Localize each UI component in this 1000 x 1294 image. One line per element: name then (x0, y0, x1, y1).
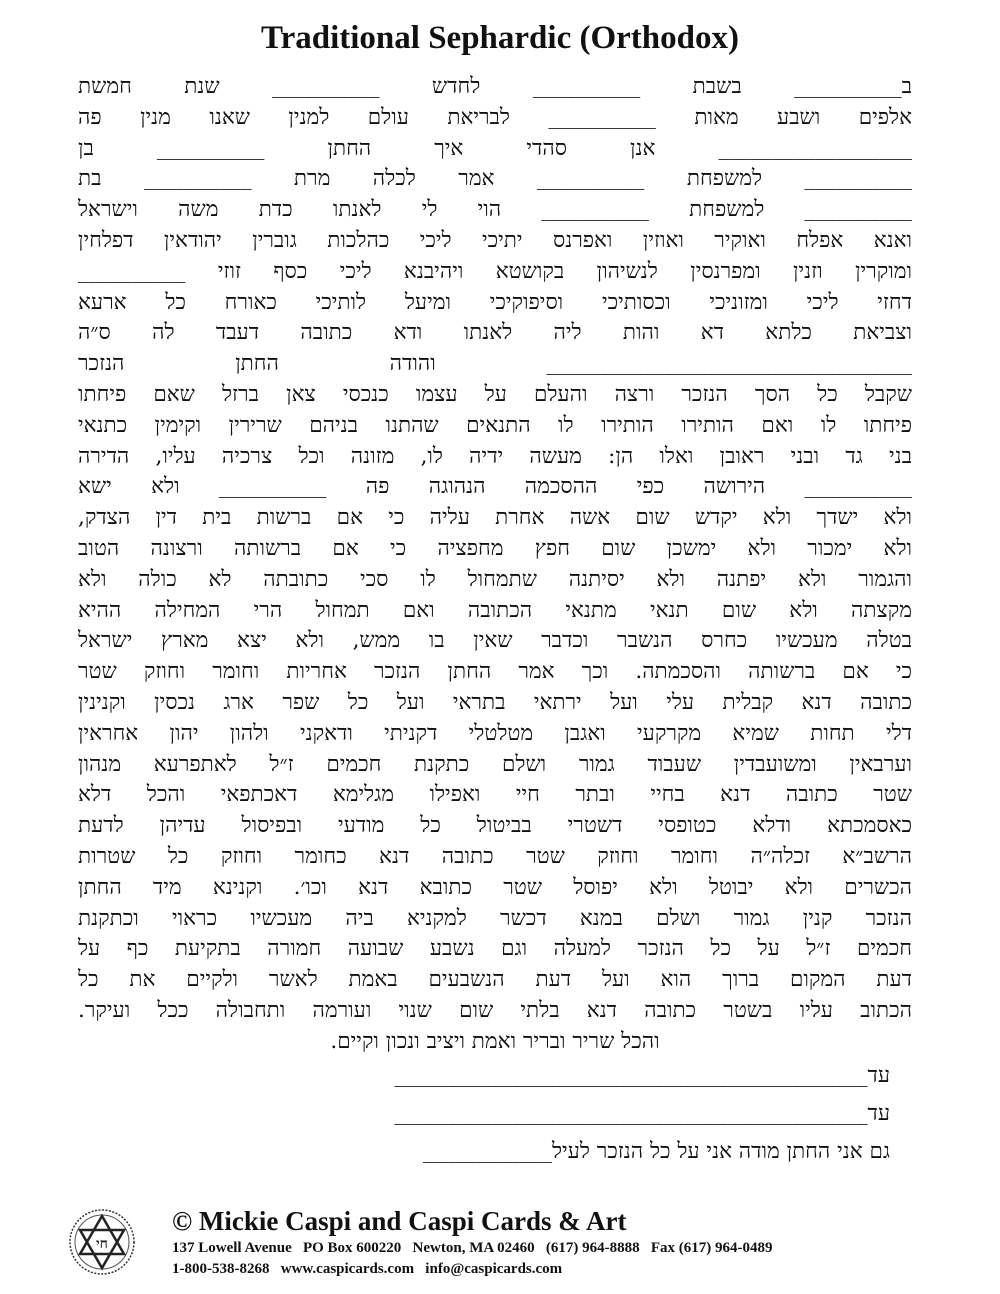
ketubah-line: וצביאת כלתא דא והות ליה לאנתו ודא כתובה דעבד לה ס״ה (78, 320, 912, 346)
ketubah-line: דלי תחות שמיא מקרקעי ואגבן מטלטלי דקניתי ודאקני ולהון יהון אחראין (78, 720, 912, 746)
ketubah-line: הכשרים ולא יבוטל ולא יפוסל שטר כתובא דנא וכו׳. וקנינא מיד החתן (78, 874, 912, 900)
ketubah-line: אלפים ושבע מאות __________ לבריאת עולם למנין שאנו מנין פה (78, 104, 912, 130)
address-line: 137 Lowell Avenue PO Box 600220 Newton, MA 02460 (617) 964-8888 Fax (617) 964-0489 (172, 1240, 773, 1256)
ketubah-line: ולא ימכור ולא ימשכן שום חפץ מחפציה כי אם ברשותה ורצונה הטוב (78, 535, 912, 561)
groom-signature-line[interactable]: גם אני החתן מודה אני על כל הנזכר לעיל____________ (422, 1139, 890, 1164)
ketubah-line: __________ למשפחת __________ הוי לי לאנתו כדת משה וישראל (78, 197, 912, 223)
ketubah-line: כתובה דנא קבלית עלי ועל ירתאי בתראי ועל כל שפר ארג נכסין וקנינין (78, 689, 912, 715)
copyright-notice: © Mickie Caspi and Caspi Cards & Art (172, 1206, 627, 1236)
ketubah-line: __________ למשפחת __________ אמר לכלה מרת __________ בת (78, 166, 912, 192)
ketubah-line: בני גד ובני ראובן ואלו הן: מעשה ידיה לו, מזונה וכל צרכיה עליו, הדירה (78, 443, 912, 469)
witness-2-signature-line[interactable]: עד____________________________________________ (394, 1101, 890, 1126)
ketubah-line: בטלה מעכשיו כחרס הנשבר וכדבר שאין בו ממש, ולא יצא מארץ ישראל (78, 628, 912, 654)
ketubah-line: הנזכר קנין גמור ושלם במנא דכשר למקניא ביה מעכשיו כראוי וכתקנת (78, 905, 912, 931)
ketubah-text (78, 72, 912, 1058)
ketubah-line: __________ הירושה כפי ההסכמה הנהוגה פה __________ ולא ישא (78, 474, 912, 500)
ketubah-line: ומוקרין וזנין ומפרנסין לנשיהון בקושטא ויהיבנא ליכי כסף זוזי __________ (78, 258, 912, 284)
ketubah-line: דעת המקום ברוך הוא ועל דעת הנשבעים באמת לאשר ולקיים את כל (78, 967, 912, 993)
ketubah-line: דחזי ליכי ומזוניכי וכסותיכי וסיפוקיכי ומיעל לותיכי כאורח כל ארעא (78, 289, 912, 315)
ketubah-line: __________________ אנן סהדי איך החתן __________ בן (78, 135, 912, 161)
contact-line: 1-800-538-8268 www.caspicards.com info@caspicards.com (172, 1261, 563, 1277)
ketubah-line: ואנא אפלח ואוקיר ואוזין ואפרנס יתיכי ליכי כהלכות גוברין יהודאין דפלחין (78, 227, 912, 253)
ketubah-line: ולא ישדך ולא יקדש שום אשה אחרת עליה כי אם ברשות בית דין הצדק, (78, 505, 912, 531)
footer (60, 1200, 960, 1288)
ketubah-line: כאסמכתא ודלא כטופסי דשטרי בביטול כל מודעי ובפיסול עדיהן לדעת (78, 813, 912, 839)
closing-line: והכל שריר ובריר ואמת ויציב ונכון וקיים. (330, 1028, 660, 1054)
witness-1-signature-line[interactable]: עד____________________________________________ (394, 1063, 890, 1088)
ketubah-line: כי אם ברשותה והסכמתה. וכך אמר החתן הנזכר אחריות וחומר וחוזק שטר (78, 659, 912, 685)
logo-glyph: חי (96, 1236, 108, 1252)
ketubah-line: שטר כתובה דנא בחיי ובתר חיי ואפילו מגלימא דאכתפאי והכל דלא (78, 782, 912, 808)
ketubah-line: הרשב״א זכלה״ה וחומר וחוזק שטר כתובה דנא כחומר וחוזק כל שטרות (78, 843, 912, 869)
ketubah-line: מקצתה ולא שום תנאי מתנאי הכתובה ואם תמחול הרי המחילה ההיא (78, 597, 912, 623)
star-of-david-emblem-icon (68, 1208, 136, 1276)
ketubah-line: ב__________ בשבת __________ לחדש __________ שנת חמשת (78, 74, 912, 99)
ketubah-line: חכמים ז״ל על כל הנזכר למעלה וגם נשבע שבועה חמורה בתקיעת כף על (78, 936, 912, 962)
ketubah-line: פיחתו לו ואם הותירו הותירו לו התנאים שהתנו בניהם שרירין וקימין כתנאי (78, 412, 912, 438)
ketubah-line: __________________________________ והודה החתן הנזכר (78, 351, 912, 377)
page-title: Traditional Sephardic (Orthodox) (261, 20, 739, 56)
ketubah-line: הכתוב עליו בשטר כתובה דנא בלתי שום שנוי ועורמה ותחבולה ככל ועיקר. (78, 997, 912, 1023)
ketubah-line: וערבאין ומשועבדין שעבוד גמור ושלם כתקנת חכמים ז״ל לאתפרעא מנהון (78, 751, 912, 777)
ketubah-line: שקבל כל הסך הנזכר ורצה והעלם על עצמו כנכסי צאן ברזל שאם פיחתו (78, 381, 912, 407)
ketubah-line: והגמור ולא יפתנה ולא יסיתנה שתמחול לו סכי כתובתה לא כולה ולא (78, 566, 912, 592)
signature-block (130, 1057, 890, 1171)
